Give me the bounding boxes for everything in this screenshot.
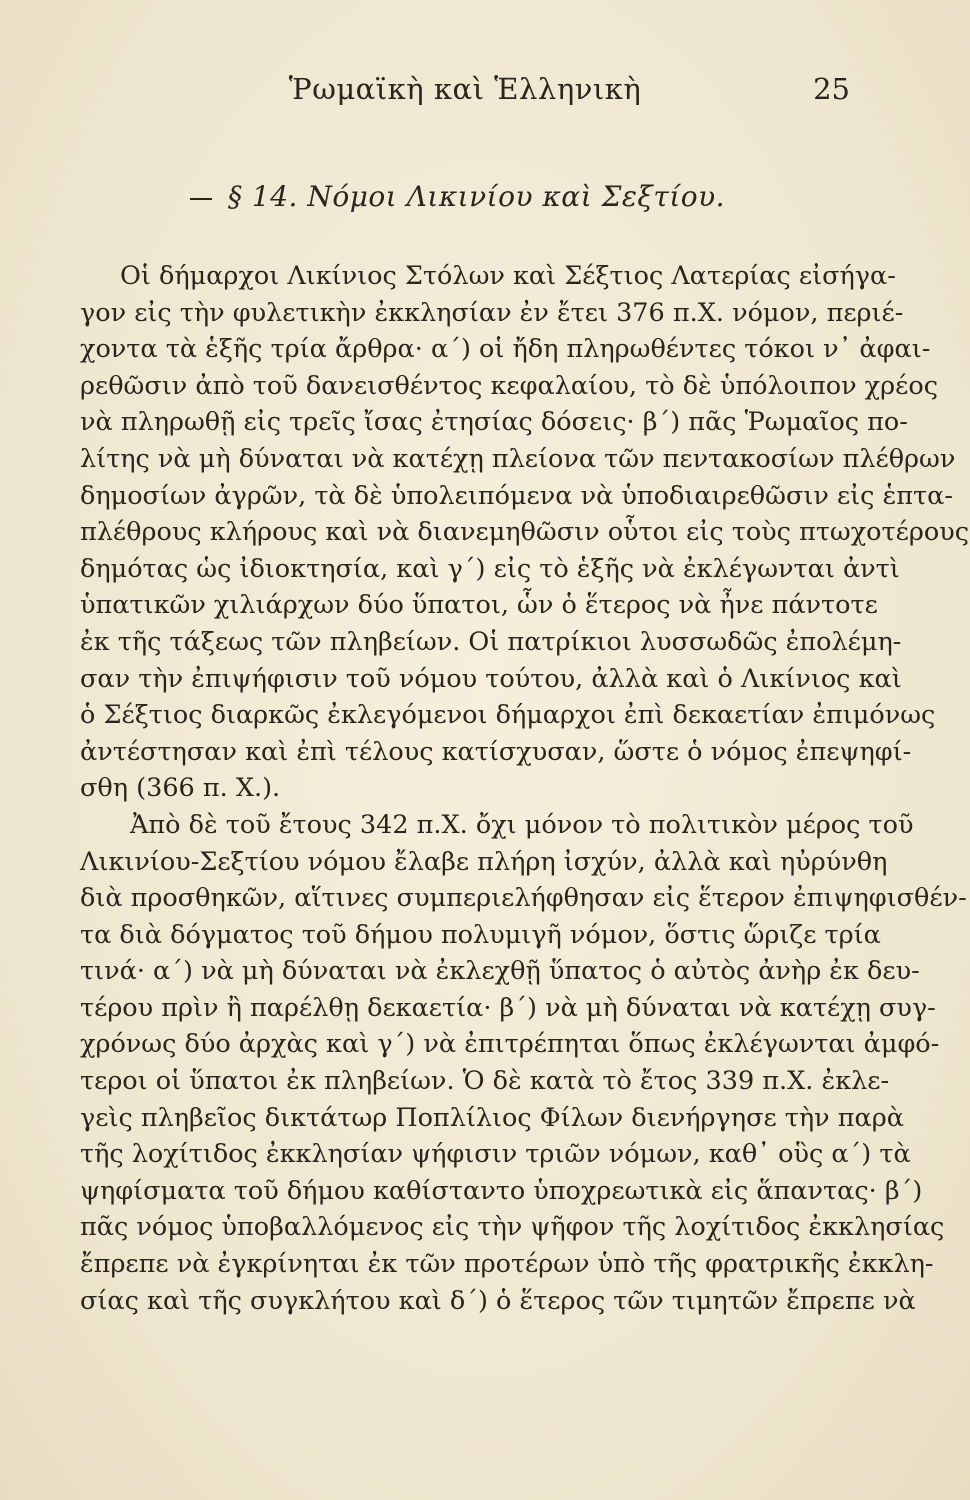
text-line: πᾶς νόμος ὑποβαλλόμενος εἰς τὴν ψῆφον τῆς λοχίτιδος ἐκκλησίας bbox=[80, 1212, 945, 1243]
text-line: σθη (366 π. Χ.). bbox=[80, 773, 281, 804]
text-line: πλέθρους κλήρους καὶ νὰ διανεμηθῶσιν οὗτοι εἰς τοὺς πτωχοτέρους bbox=[80, 517, 969, 548]
text-line: ὁ Σέξτιος διαρκῶς ἐκλεγόμενοι δήμαρχοι ἐπὶ δεκαετίαν ἐπιμόνως bbox=[80, 700, 936, 731]
text-line: τῆς λοχίτιδος ἐκκλησίαν ψήφισιν τριῶν νόμων, καθ᾽ οὓς α΄) τὰ bbox=[80, 1139, 911, 1170]
text-line: τεροι οἱ ὕπατοι ἐκ πληβείων. Ὁ δὲ κατὰ τὸ ἔτος 339 π.Χ. ἐκλε- bbox=[80, 1066, 890, 1097]
text-line: τινά· α΄) νὰ μὴ δύναται νὰ ἐκλεχθῇ ὕπατος ὁ αὐτὸς ἀνὴρ ἐκ δευ- bbox=[80, 956, 920, 987]
text-line: νὰ πληρωθῇ εἰς τρεῖς ἴσας ἐτησίας δόσεις· β΄) πᾶς Ῥωμαῖος πο- bbox=[80, 407, 908, 438]
text-line: δημοσίων ἀγρῶν, τὰ δὲ ὑπολειπόμενα νὰ ὑποδιαιρεθῶσιν εἰς ἑπτα- bbox=[80, 480, 953, 511]
text-line: Λικινίου-Σεξτίου νόμου ἔλαβε πλήρη ἰσχύν, ἀλλὰ καὶ ηὐρύνθη bbox=[80, 846, 888, 877]
text-line: γεὶς πληβεῖος δικτάτωρ Ποπλίλιος Φίλων διενήργησε τὴν παρὰ bbox=[80, 1102, 904, 1133]
section-heading: § 14. Νόμοι Λικινίου καὶ Σεξτίου. bbox=[228, 180, 726, 213]
text-line: τέρου πρὶν ἢ παρέλθῃ δεκαετία· β΄) νὰ μὴ δύναται νὰ κατέχῃ συγ- bbox=[80, 992, 936, 1023]
text-line: Ἀπὸ δὲ τοῦ ἔτους 342 π.Χ. ὄχι μόνον τὸ πολιτικὸν μέρος τοῦ bbox=[130, 809, 914, 840]
text-line: ψηφίσματα τοῦ δήμου καθίσταντο ὑποχρεωτικὰ εἰς ἅπαντας· β΄) bbox=[80, 1175, 923, 1206]
text-line: ἐκ τῆς τάξεως τῶν πληβείων. Οἱ πατρίκιοι λυσσωδῶς ἐπολέμη- bbox=[80, 626, 902, 657]
page-number: 25 bbox=[813, 72, 850, 106]
text-line: δημότας ὡς ἰδιοκτησία, καὶ γ΄) εἰς τὸ ἑξῆς νὰ ἐκλέγωνται ἀντὶ bbox=[80, 553, 900, 584]
text-line: σαν τὴν ἐπιψήφισιν τοῦ νόμου τούτου, ἀλλὰ καὶ ὁ Λικίνιος καὶ bbox=[80, 663, 902, 694]
heading-dash bbox=[190, 198, 212, 200]
text-line: διὰ προσθηκῶν, αἵτινες συμπεριελήφθησαν εἰς ἕτερον ἐπιψηφισθέν- bbox=[80, 883, 967, 914]
text-line: χρόνως δύο ἀρχὰς καὶ γ΄) νὰ ἐπιτρέπηται ὅπως ἐκλέγωνται ἀμφό- bbox=[80, 1029, 940, 1060]
running-head bbox=[80, 72, 850, 112]
body-text bbox=[80, 258, 969, 1319]
text-line: ρεθῶσιν ἀπὸ τοῦ δανεισθέντος κεφαλαίου, τὸ δὲ ὑπόλοιπον χρέος bbox=[80, 370, 938, 401]
text-line: ἔπρεπε νὰ ἐγκρίνηται ἐκ τῶν προτέρων ὑπὸ τῆς φρατρικῆς ἐκκλη- bbox=[80, 1249, 934, 1280]
text-line: λίτης νὰ μὴ δύναται νὰ κατέχῃ πλείονα τῶν πεντακοσίων πλέθρων bbox=[80, 443, 956, 474]
text-line: σίας καὶ τῆς συγκλήτου καὶ δ΄) ὁ ἕτερος τῶν τιμητῶν ἔπρεπε νὰ bbox=[80, 1285, 916, 1316]
text-line: ἀντέστησαν καὶ ἐπὶ τέλους κατίσχυσαν, ὥστε ὁ νόμος ἐπεψηφί- bbox=[80, 736, 912, 767]
text-line: χοντα τὰ ἑξῆς τρία ἄρθρα· α΄) οἱ ἤδη πληρωθέντες τόκοι ν᾽ ἀφαι- bbox=[80, 334, 931, 365]
text-line: τα διὰ δόγματος τοῦ δήμου πολυμιγῆ νόμον, ὅστις ὥριζε τρία bbox=[80, 919, 881, 950]
running-title: Ῥωμαϊκὴ καὶ Ἑλληνικὴ bbox=[288, 72, 642, 106]
text-line: γον εἰς τὴν φυλετικὴν ἐκκλησίαν ἐν ἔτει 376 π.Χ. νόμον, περιέ- bbox=[80, 297, 904, 328]
text-line: Οἱ δήμαρχοι Λικίνιος Στόλων καὶ Σέξτιος Λατερίας εἰσήγα- bbox=[120, 261, 896, 291]
text-line: ὑπατικῶν χιλιάρχων δύο ὕπατοι, ὧν ὁ ἕτερος νὰ ἦνε πάντοτε bbox=[80, 590, 878, 621]
section-heading-row bbox=[190, 180, 850, 213]
